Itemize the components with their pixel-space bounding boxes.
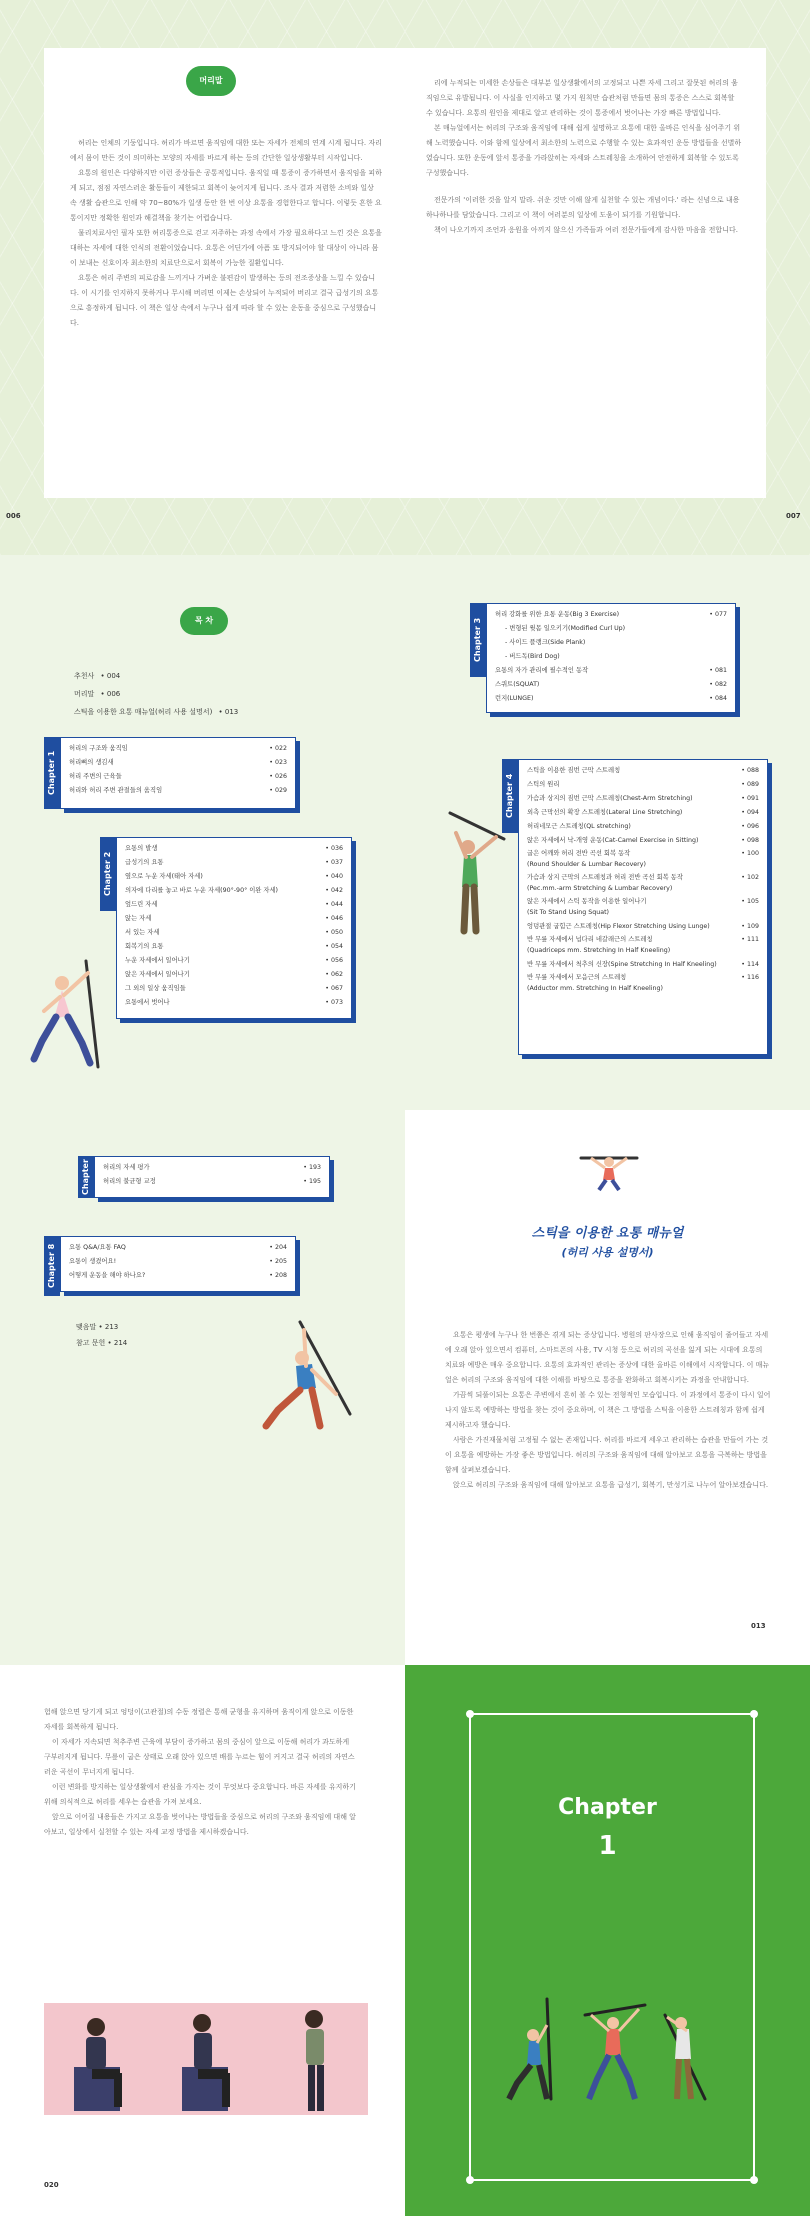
toc-row[interactable]: 엉덩관절 굽힘근 스트레칭(Hip Flexor Stretching Using Lunge) • 109 — [527, 923, 759, 930]
toc-row[interactable]: 스틱의 원리 • 089 — [527, 781, 759, 788]
chapter-tab: Chapter 8 — [44, 1236, 60, 1296]
toc-row[interactable]: 스틱을 이용한 짐번 근막 스트레칭 • 088 — [527, 767, 759, 774]
toc-row[interactable]: - 변형된 윗몸 일으키기(Modified Curl Up) — [505, 625, 626, 632]
chapter-box — [486, 603, 736, 713]
toc-row[interactable]: 허리 주변의 근육들 • 026 — [69, 773, 287, 780]
paragraph: 요통은 평생에 누구나 한 번쯤은 겪게 되는 증상입니다. 병원의 판사장으로 인해 움직임이 줄어들고 자세에 오래 앉아 있으면서 컴퓨터, 스마트폰의 사용, TV 시청 등으로 허리의 곡선을 잃게 되는 시대에 요통의 치료와 예방은 매우 중요합니다. 요통의 효과적인 관리는 증상에 대한 올바른 이해에서 시작합니다. 이 매뉴얼은 허리의 구조와 움직임에 대한 이해를 바탕으로 통증을 완화하고 회복시키는 과정을 안내합니다. — [445, 1331, 770, 1384]
corner-dot — [750, 2176, 758, 2184]
toc-row[interactable]: 요통에서 벗어나 • 073 — [125, 999, 343, 1006]
paragraph: 요통은 허리 주변의 피로감을 느끼거나 가벼운 불편감이 발생하는 등의 전조증상을 느낄 수 있습니다. 이 시기를 인지하지 못하거나 무시해 버리면 이제는 손상되어 누적되어 버리고 결국 급성기의 요통으로 흥정하게 됩니다. 이 책은 일상 속에서 누구나 쉽게 따라 할 수 있는 운동을 중심으로 구성했습니다. — [70, 274, 379, 327]
corner-dot — [466, 2176, 474, 2184]
toc-row[interactable]: 급성기의 요통 • 037 — [125, 859, 343, 866]
figure-right — [665, 2015, 705, 2099]
chapter-tab: Chapter 1 — [44, 737, 60, 809]
chapter-tab: Chapter 2 — [100, 837, 116, 911]
paragraph: 물리치료사인 필자 또한 허리통증으로 걷고 저주하는 과정 속에서 가장 필요하다고 느낀 것은 요통을 대하는 자세에 대한 인식의 전환이었습니다. 요통은 어딘가에 아픔 또 방지되어야 할 대상이 아니라 몸이 보내는 신호이자 최소한의 치료단으로서 회복이 가능한 질환입니다. — [70, 229, 382, 267]
figure-left — [509, 1999, 551, 2099]
toc-row[interactable]: 허리네모근 스트레칭(QL stretching) • 096 — [527, 823, 759, 830]
paragraph: 사람은 가진재물처럼 고정될 수 없는 존재입니다. 허리를 바르게 세우고 관리하는 습관을 만들어 가는 것이 요통을 예방하는 가장 좋은 방법입니다. 허리의 구조와 움직임에 대해 알아보고 요통을 극복하는 방법을 함께 살펴보겠습니다. — [445, 1436, 769, 1474]
paragraph: 본 매뉴얼에서는 허리의 구조와 움직임에 대해 쉽게 설명하고 요통에 대한 올바른 인식을 심어주기 위해 노력했습니다. 이와 함께 일상에서 최소한의 노력으로 수행할 수 있는 효과적인 운동 방법들을 선별하였습니다. 또한 운동에 앞서 통증을 가라앉히는 자세와 스트레칭을 소개하여 안전하게 회복할 수 있도록 구성했습니다. — [426, 124, 742, 177]
toc-row[interactable]: • 105 앉은 자세에서 스틱 동작을 이용한 일어나기 (Sit To Stand Using Squat) — [527, 898, 759, 916]
page-number: 006 — [6, 512, 21, 520]
stretch-illustration — [24, 955, 114, 1085]
corner-dot — [466, 1710, 474, 1718]
page-number: 007 — [786, 512, 801, 520]
toc-entry — [74, 671, 254, 681]
corner-dot — [750, 1710, 758, 1718]
toc-page: • 013 — [218, 708, 239, 716]
toc-page-end — [0, 1110, 405, 1665]
page-007 — [406, 48, 766, 498]
paragraph: 책이 나오기까지 조언과 응원을 아끼지 않으신 가족들과 여러 전문가들에게 감사한 마음을 전합니다. — [434, 226, 738, 234]
toc-row[interactable]: 가슴과 상지의 짐번 근막 스트레칭(Chest-Arm Stretching) • 091 — [527, 795, 759, 802]
spread-toc — [0, 555, 810, 1110]
toc-row[interactable]: 스쿼트(SQUAT) • 082 — [495, 681, 727, 688]
toc-entry — [74, 707, 314, 717]
toc-row[interactable]: 요통 Q&A/요통 FAQ • 204 — [69, 1244, 287, 1251]
toc-row[interactable]: 요통의 자가 관리에 필수적인 동작 • 081 — [495, 667, 727, 674]
spread-chapter-1 — [0, 1665, 810, 2216]
toc-row[interactable]: 누운 자세에서 일어나기 • 056 — [125, 957, 343, 964]
toc-label: 스틱을 이용한 요통 매뉴얼(허리 사용 설명서) — [74, 708, 213, 716]
toc-row[interactable]: 옆으로 누운 자세(태아 자세) • 040 — [125, 873, 343, 880]
toc-row[interactable]: 의자에 다리를 놓고 바로 누운 자세(90°-90° 이완 자세) • 042 — [125, 887, 343, 894]
toc-row[interactable]: 회복기의 요통 • 054 — [125, 943, 343, 950]
chapter-box — [60, 1236, 296, 1292]
paragraph: 험해 앉으면 당기게 되고 엉덩이(고관절)의 수동 정렬은 통해 균형을 유지하며 움직이게 앉으로 이동한 자세를 회복하게 됩니다. — [44, 1708, 354, 1731]
page-006 — [44, 48, 406, 498]
chapter-label: Chapter — [558, 1795, 657, 1820]
chapter-tab: Chapter 3 — [470, 603, 486, 677]
paragraph: 허리는 인체의 기둥입니다. 허리가 바르면 움직임에 대한 또는 자세가 전체의 연계 시계 됩니다. 자리에서 몸이 만든 것이 의미하는 모양의 자세를 바르게 하는 등의 간단한 일상생활부터 시작입니다. — [70, 139, 382, 162]
posture-photo — [152, 2003, 260, 2115]
chapter-box — [518, 759, 768, 1055]
toc-row[interactable]: 허리 강화를 위한 요통 운동(Big 3 Exercise) • 077 — [495, 611, 727, 618]
chapter-box — [60, 737, 296, 809]
toc-row[interactable]: 런지(LUNGE) • 084 — [495, 695, 727, 702]
toc-entry: 참고 문헌 • 214 — [76, 1339, 128, 1347]
page-013 — [405, 1110, 810, 1665]
manual-subtitle: (허리 사용 설명서) — [561, 1246, 654, 1259]
page-number: 013 — [751, 1622, 766, 1630]
toc-row[interactable]: 요통이 생겼어요! • 205 — [69, 1258, 287, 1265]
toc-page: • 006 — [100, 690, 121, 698]
decorative-frame — [469, 1713, 755, 2181]
toc-row[interactable]: 외측 근막선의 확장 스트레칭(Lateral Line Stretching) • 094 — [527, 809, 759, 816]
toc-row[interactable]: 어떻게 운동을 해야 하나요? • 208 — [69, 1272, 287, 1279]
stretch-illustration — [440, 803, 510, 943]
figure-middle — [585, 2005, 645, 2099]
toc-row[interactable]: 그 외의 일상 움직임들 • 067 — [125, 985, 343, 992]
preface-pill: 머리말 — [186, 66, 236, 96]
toc-pill: 목 차 — [180, 607, 228, 635]
paragraph: 앉으로 허리의 구조와 움직임에 대해 알아보고 요통을 급성기, 회복기, 만성기로 나누어 알아보겠습니다. — [453, 1481, 769, 1489]
chapter-box — [94, 1156, 330, 1198]
paragraph: 가끔씩 되풀이되는 요통은 주변에서 흔히 볼 수 있는 전형적인 모습입니다. 이 과정에서 통증이 다시 일어나지 않도록 예방하는 방법을 찾는 것이 중요하며, 이 책은 그 방법을 스틱을 이용한 스트레칭과 함께 쉽게 제시하고자 했습니다. — [445, 1391, 771, 1429]
manual-body — [445, 1328, 771, 1493]
page-number: 020 — [44, 2181, 59, 2189]
toc-row[interactable]: • 111 반 무릎 자세에서 넙다리 네갈래근의 스트레칭 (Quadriceps mm. Stretching In Half Kneeling) — [527, 936, 759, 954]
posture-photo — [260, 2003, 368, 2115]
toc-row[interactable]: • 116 반 무릎 자세에서 모음근의 스트레칭 (Adductor mm. Stretching In Half Kneeling) — [527, 974, 759, 992]
posture-photo — [44, 2003, 152, 2115]
paragraph: 리에 누적되는 미세한 손상들은 대부분 일상생활에서의 고정되고 나쁜 자세 그리고 잘못된 허리의 움직임으로 유발됩니다. 이 사실을 인지하고 몇 가지 원칙만 습관처럼 만들면 몸의 통증은 스스로 회복할 수 있습니다. 요통의 원인을 제대로 알고 관리하는 것이 통증에서 벗어나는 가장 빠른 방법입니다. — [426, 79, 738, 117]
stretch-illustration — [577, 1152, 641, 1192]
paragraph: 이 자세가 지속되면 척추주변 근육에 부담이 증가하고 몸의 중심이 앞으로 이동해 허리가 과도하게 구부러지게 됩니다. 무릎이 굽은 상태로 오래 앉아 있으면 배를 누르는 힘이 커지고 결국 허리의 자연스러운 곡선이 무너지게 됩니다. — [44, 1738, 355, 1776]
chapter-number: 1 — [598, 1831, 617, 1861]
paragraph: 이런 변화를 방지하는 일상생활에서 관심을 가지는 것이 무엇보다 중요합니다. 바른 자세를 유지하기 위해 의식적으로 허리를 세우는 습관을 가져 보세요. — [44, 1783, 356, 1806]
paragraph: 전문가의 '이러한 것을 알지 말라. 쉬운 것만 이해 않게 실천할 수 있는 개념이다.' 라는 신념으로 내용 하나하나를 담았습니다. 그리고 이 책이 여러분의 일상에 도움이 되기를 기원합니다. — [426, 196, 740, 219]
chapter-box — [116, 837, 352, 1019]
toc-row[interactable]: 앉는 자세 • 046 — [125, 915, 343, 922]
paragraph: 요통의 원인은 다양하지만 이런 증상들은 공통적입니다. 움직일 때 통증이 증가하면서 움직임을 피하게 되고, 점점 자연스러운 활동들이 제한되고 회복이 늦어지게 됩니다. 조사 결과 저렴한 소비와 일상 속 생활 습관으로 인해 약 70~80%가 일생 동안 한 번 이상 요통을 경험한다고 합니다. 이렇듯 흔한 요통이지만 정확한 원인과 해결책을 찾기는 어렵습니다. — [70, 169, 382, 222]
toc-row[interactable]: 허리의 불균형 교정 • 195 — [103, 1178, 321, 1185]
toc-row[interactable]: • 102 가슴과 상지 근막의 스트레칭과 허리 전반 곡선 회복 동작 (Pec.mm.-arm Stretching & Lumbar Recovery) — [527, 874, 759, 892]
spread-preface — [0, 0, 810, 555]
page-020 — [0, 1665, 405, 2216]
toc-row[interactable]: 허리의 구조와 움직임 • 022 — [69, 745, 287, 752]
toc-row[interactable]: 앉은 자세에서 낙-개영 운동(Cat-Camel Exercise in Sitting) • 098 — [527, 837, 759, 844]
toc-entry — [74, 689, 254, 699]
toc-row[interactable]: - 사이드 플랭크(Side Plank) — [505, 639, 586, 646]
toc-row[interactable]: 허리뼈의 생김새 • 023 — [69, 759, 287, 766]
manual-title: 스틱을 이용한 요통 매뉴얼 — [531, 1226, 684, 1241]
toc-row[interactable]: • 100 굽은 어깨와 허리 전반 곡선 회복 동작 (Round Shoulder & Lumbar Recovery) — [527, 850, 759, 868]
chapter-1-opener — [405, 1665, 810, 2216]
preface-body-left — [70, 136, 382, 331]
stretch-illustrations — [505, 1995, 715, 2105]
chapter-tab: Chapter — [78, 1156, 94, 1198]
stretch-illustration — [250, 1314, 360, 1434]
page-020-body — [44, 1705, 356, 1840]
toc-label: 추천사 — [74, 672, 95, 680]
toc-row[interactable]: 허리의 자세 평가 • 193 — [103, 1164, 321, 1171]
toc-row[interactable]: - 버드독(Bird Dog) — [505, 653, 560, 660]
toc-row[interactable]: 허리와 허리 주변 관절들의 움직임 • 029 — [69, 787, 287, 794]
toc-label: 머리말 — [74, 690, 95, 698]
toc-row[interactable]: 반 무릎 자세에서 척추의 신장(Spine Stretching In Half Kneeling) • 114 — [527, 961, 759, 968]
toc-row[interactable]: 요통의 발생 • 036 — [125, 845, 343, 852]
preface-body-right — [426, 76, 742, 238]
chapter-tab: Chapter 4 — [502, 759, 518, 833]
toc-row[interactable]: 엎드린 자세 • 044 — [125, 901, 343, 908]
paragraph: 앞으로 이어질 내용들은 가지고 요통을 벗어나는 방법들을 중심으로 허리의 구조와 움직임에 대해 알아보고, 일상에서 실천할 수 있는 자세 교정 방법을 제시하겠습니다. — [44, 1813, 356, 1836]
toc-row[interactable]: 서 있는 자세 • 050 — [125, 929, 343, 936]
toc-page: • 004 — [100, 672, 121, 680]
toc-entry: 맺음말 • 213 — [76, 1323, 119, 1331]
spread-toc-end-and-manual — [0, 1110, 810, 1665]
toc-row[interactable]: 앉은 자세에서 일어나기 • 062 — [125, 971, 343, 978]
